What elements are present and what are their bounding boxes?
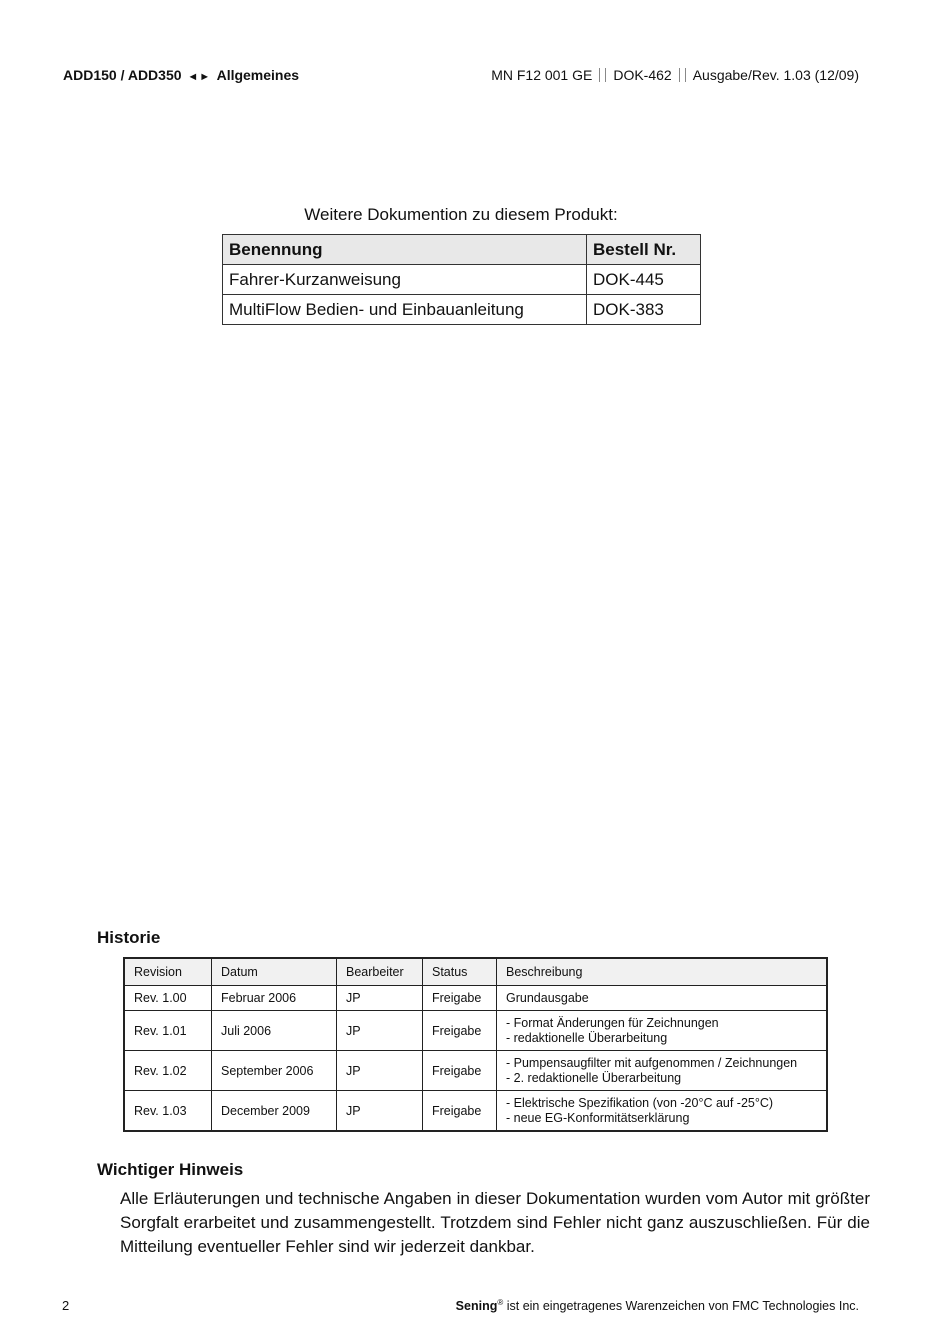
status-cell: Freigabe (423, 1011, 497, 1051)
status-cell: Freigabe (423, 986, 497, 1011)
date-cell: Juli 2006 (212, 1011, 337, 1051)
column-header: Benennung (223, 235, 587, 265)
date-cell: December 2009 (212, 1091, 337, 1132)
notice-text: Alle Erläuterungen und technische Angaben in dieser Dokumentation wurden vom Autor mit größter Sorgfalt erarbeitet und zusammengestellt. Trotzdem sind Fehler nicht ganz auszuschließen. Für die Mitteilung eventueller Fehler sind wir jederzeit dankbar. (120, 1189, 870, 1256)
separator-icon (679, 68, 686, 82)
description-line: - Elektrische Spezifikation (von -20°C auf -25°C) (506, 1095, 774, 1110)
description-line: Grundausgabe (506, 990, 589, 1005)
trademark-note (456, 1298, 859, 1313)
editor-cell: JP (337, 986, 423, 1011)
table-row (124, 1051, 827, 1091)
notice-title: Wichtiger Hinweis (97, 1160, 244, 1179)
column-header: Bearbeiter (337, 958, 423, 986)
nav-arrows-icon: ◄► (187, 71, 212, 83)
column-header: Datum (212, 958, 337, 986)
date-cell: September 2006 (212, 1051, 337, 1091)
description-cell (497, 1091, 828, 1132)
order-number: DOK-383 (587, 295, 701, 325)
doc-ref: MN F12 001 GE (491, 67, 593, 83)
doc-revision: Ausgabe/Rev. 1.03 (12/09) (692, 67, 859, 83)
editor-cell: JP (337, 1011, 423, 1051)
description-line: - Format Änderungen für Zeichnungen (506, 1015, 719, 1030)
registered-mark: ® (497, 1298, 504, 1307)
doc-name: Fahrer-Kurzanweisung (223, 265, 587, 295)
header-doc-info (491, 67, 859, 83)
editor-cell: JP (337, 1091, 423, 1132)
description-cell (497, 1011, 828, 1051)
description-cell (497, 986, 828, 1011)
page-number: 2 (62, 1298, 70, 1313)
history-table (123, 957, 828, 1132)
table-header-row (124, 958, 827, 986)
separator-icon (599, 68, 606, 82)
table-row (223, 295, 701, 325)
revision-cell: Rev. 1.00 (124, 986, 212, 1011)
doc-name: MultiFlow Bedien- und Einbauanleitung (223, 295, 587, 325)
trademark-text: ist ein eingetragenes Warenzeichen von FMC Technologies Inc. (503, 1299, 859, 1314)
column-header: Status (423, 958, 497, 986)
column-header: Beschreibung (497, 958, 828, 986)
column-header: Revision (124, 958, 212, 986)
table-row (223, 265, 701, 295)
table-row (124, 1091, 827, 1132)
date-cell: Februar 2006 (212, 986, 337, 1011)
revision-cell: Rev. 1.02 (124, 1051, 212, 1091)
header-title (63, 67, 299, 83)
doc-number: DOK-462 (613, 67, 672, 83)
section-name: Allgemeines (216, 67, 300, 83)
column-header: Bestell Nr. (587, 235, 701, 265)
revision-cell: Rev. 1.01 (124, 1011, 212, 1051)
order-number: DOK-445 (587, 265, 701, 295)
status-cell: Freigabe (423, 1091, 497, 1132)
table-row (124, 1011, 827, 1051)
editor-cell: JP (337, 1051, 423, 1091)
status-cell: Freigabe (423, 1051, 497, 1091)
revision-cell: Rev. 1.03 (124, 1091, 212, 1132)
brand-name: Sening (455, 1299, 498, 1314)
description-line: - Pumpensaugfilter mit aufgenommen / Zeichnungen (506, 1055, 798, 1070)
history-title: Historie (97, 928, 161, 947)
description-cell (497, 1051, 828, 1091)
description-line: - redaktionelle Überarbeitung (506, 1030, 668, 1045)
further-docs-table (222, 234, 701, 325)
product-name: ADD150 / ADD350 (63, 67, 182, 83)
table-row (124, 986, 827, 1011)
table-header-row (223, 235, 701, 265)
further-docs-title: Weitere Dokumention zu diesem Produkt: (304, 205, 618, 224)
description-line: - 2. redaktionelle Überarbeitung (506, 1070, 682, 1085)
description-line: - neue EG-Konformitätserklärung (506, 1110, 690, 1125)
